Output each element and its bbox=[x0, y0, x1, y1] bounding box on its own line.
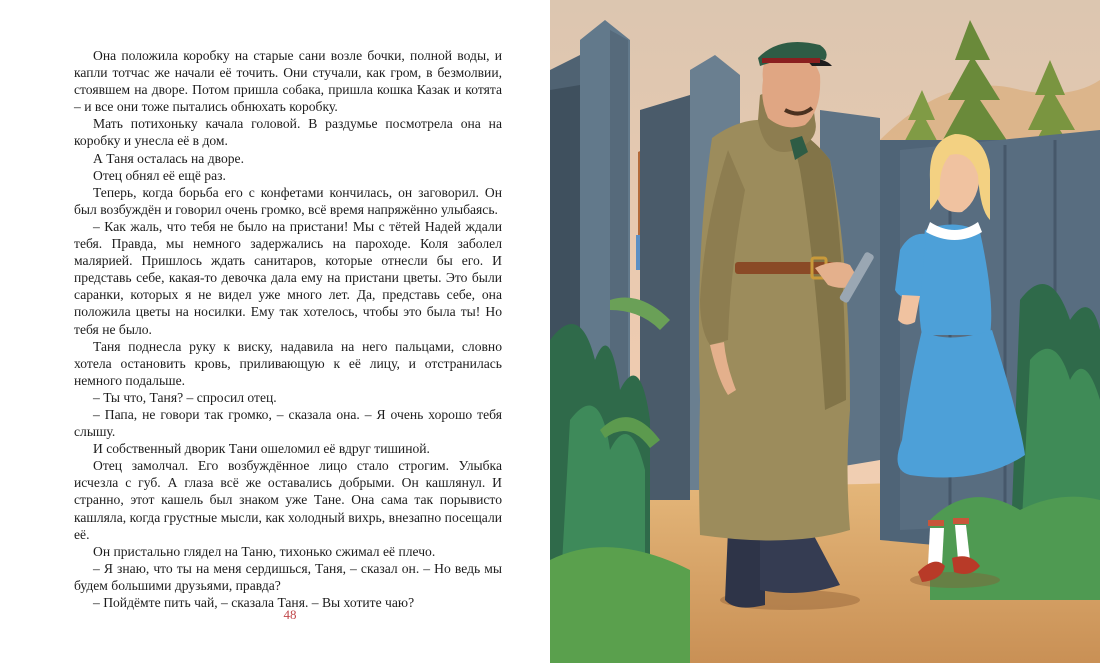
paragraph: Мать потихоньку качала головой. В раздумье посмотрела она на коробку и унесла её в дом. bbox=[74, 116, 502, 149]
paragraph: – Я знаю, что ты на меня сердишься, Таня, – сказал он. – Но ведь мы будем большими друзьями, правда? bbox=[74, 560, 502, 593]
story-text bbox=[74, 47, 502, 611]
paragraph: Она положила коробку на старые сани возле бочки, полной воды, и капли тотчас же начали её точить. Они стучали, как гром, в безмолвии, стоявшем на дворе. Потом пришла собака, пришла кошка Казак и котята – и все они тоже пытались обнюхать коробку. bbox=[74, 48, 502, 115]
paragraph: Таня поднесла руку к виску, надавила на него пальцами, словно хотела остановить кровь, приливающую к её лицу, и отстранилась немного подальше. bbox=[74, 338, 502, 388]
illustration-father-and-daughter bbox=[550, 0, 1100, 663]
paragraph: Он пристально глядел на Таню, тихонько сжимал её плечо. bbox=[93, 543, 436, 559]
paragraph: Отец замолчал. Его возбуждённое лицо стало строгим. Улыбка исчезла с губ. А глаза всё же оставались добрыми. Он кашлянул. И странно, этот кашель был знаком уже Тане. Она сама так порывисто кашляла, когда грустные мысли, как холодный вихрь, внезапно посещали её. bbox=[74, 458, 502, 542]
paragraph: А Таня осталась на дворе. bbox=[93, 150, 244, 166]
paragraph: Отец обнял её ещё раз. bbox=[93, 167, 226, 183]
paragraph: – Пойдёмте пить чай, – сказала Таня. – Вы хотите чаю? bbox=[93, 595, 415, 610]
paragraph: – Папа, не говори так громко, – сказала она. – Я очень хорошо тебя слышу. bbox=[74, 406, 502, 440]
paragraph: – Ты что, Таня? – спросил отец. bbox=[93, 389, 277, 405]
paragraph: И собственный дворик Тани ошеломил её вдруг тишиной. bbox=[93, 441, 430, 457]
page-number: 48 bbox=[283, 607, 297, 622]
paragraph: – Как жаль, что тебя не было на пристани! Мы с тётей Надей ждали тебя. Правда, мы немного задержались на пароходе. Коля заболел малярией. Пришлось ждать санитаров, которые отнесли бы его. И представь себе, какая-то девочка дала ему на пристани цветы. Это были саранки, которых я не видел уже много лет. Да, представь себе, она положила цветы на носилки. Ему так хотелось, чтобы это была ты! Но тебя не было. bbox=[74, 218, 502, 337]
paragraph: Теперь, когда борьба его с конфетами кончилась, он заговорил. Он был возбуждён и говорил очень громко, всё время напряжённо улыбаясь. bbox=[74, 184, 502, 217]
